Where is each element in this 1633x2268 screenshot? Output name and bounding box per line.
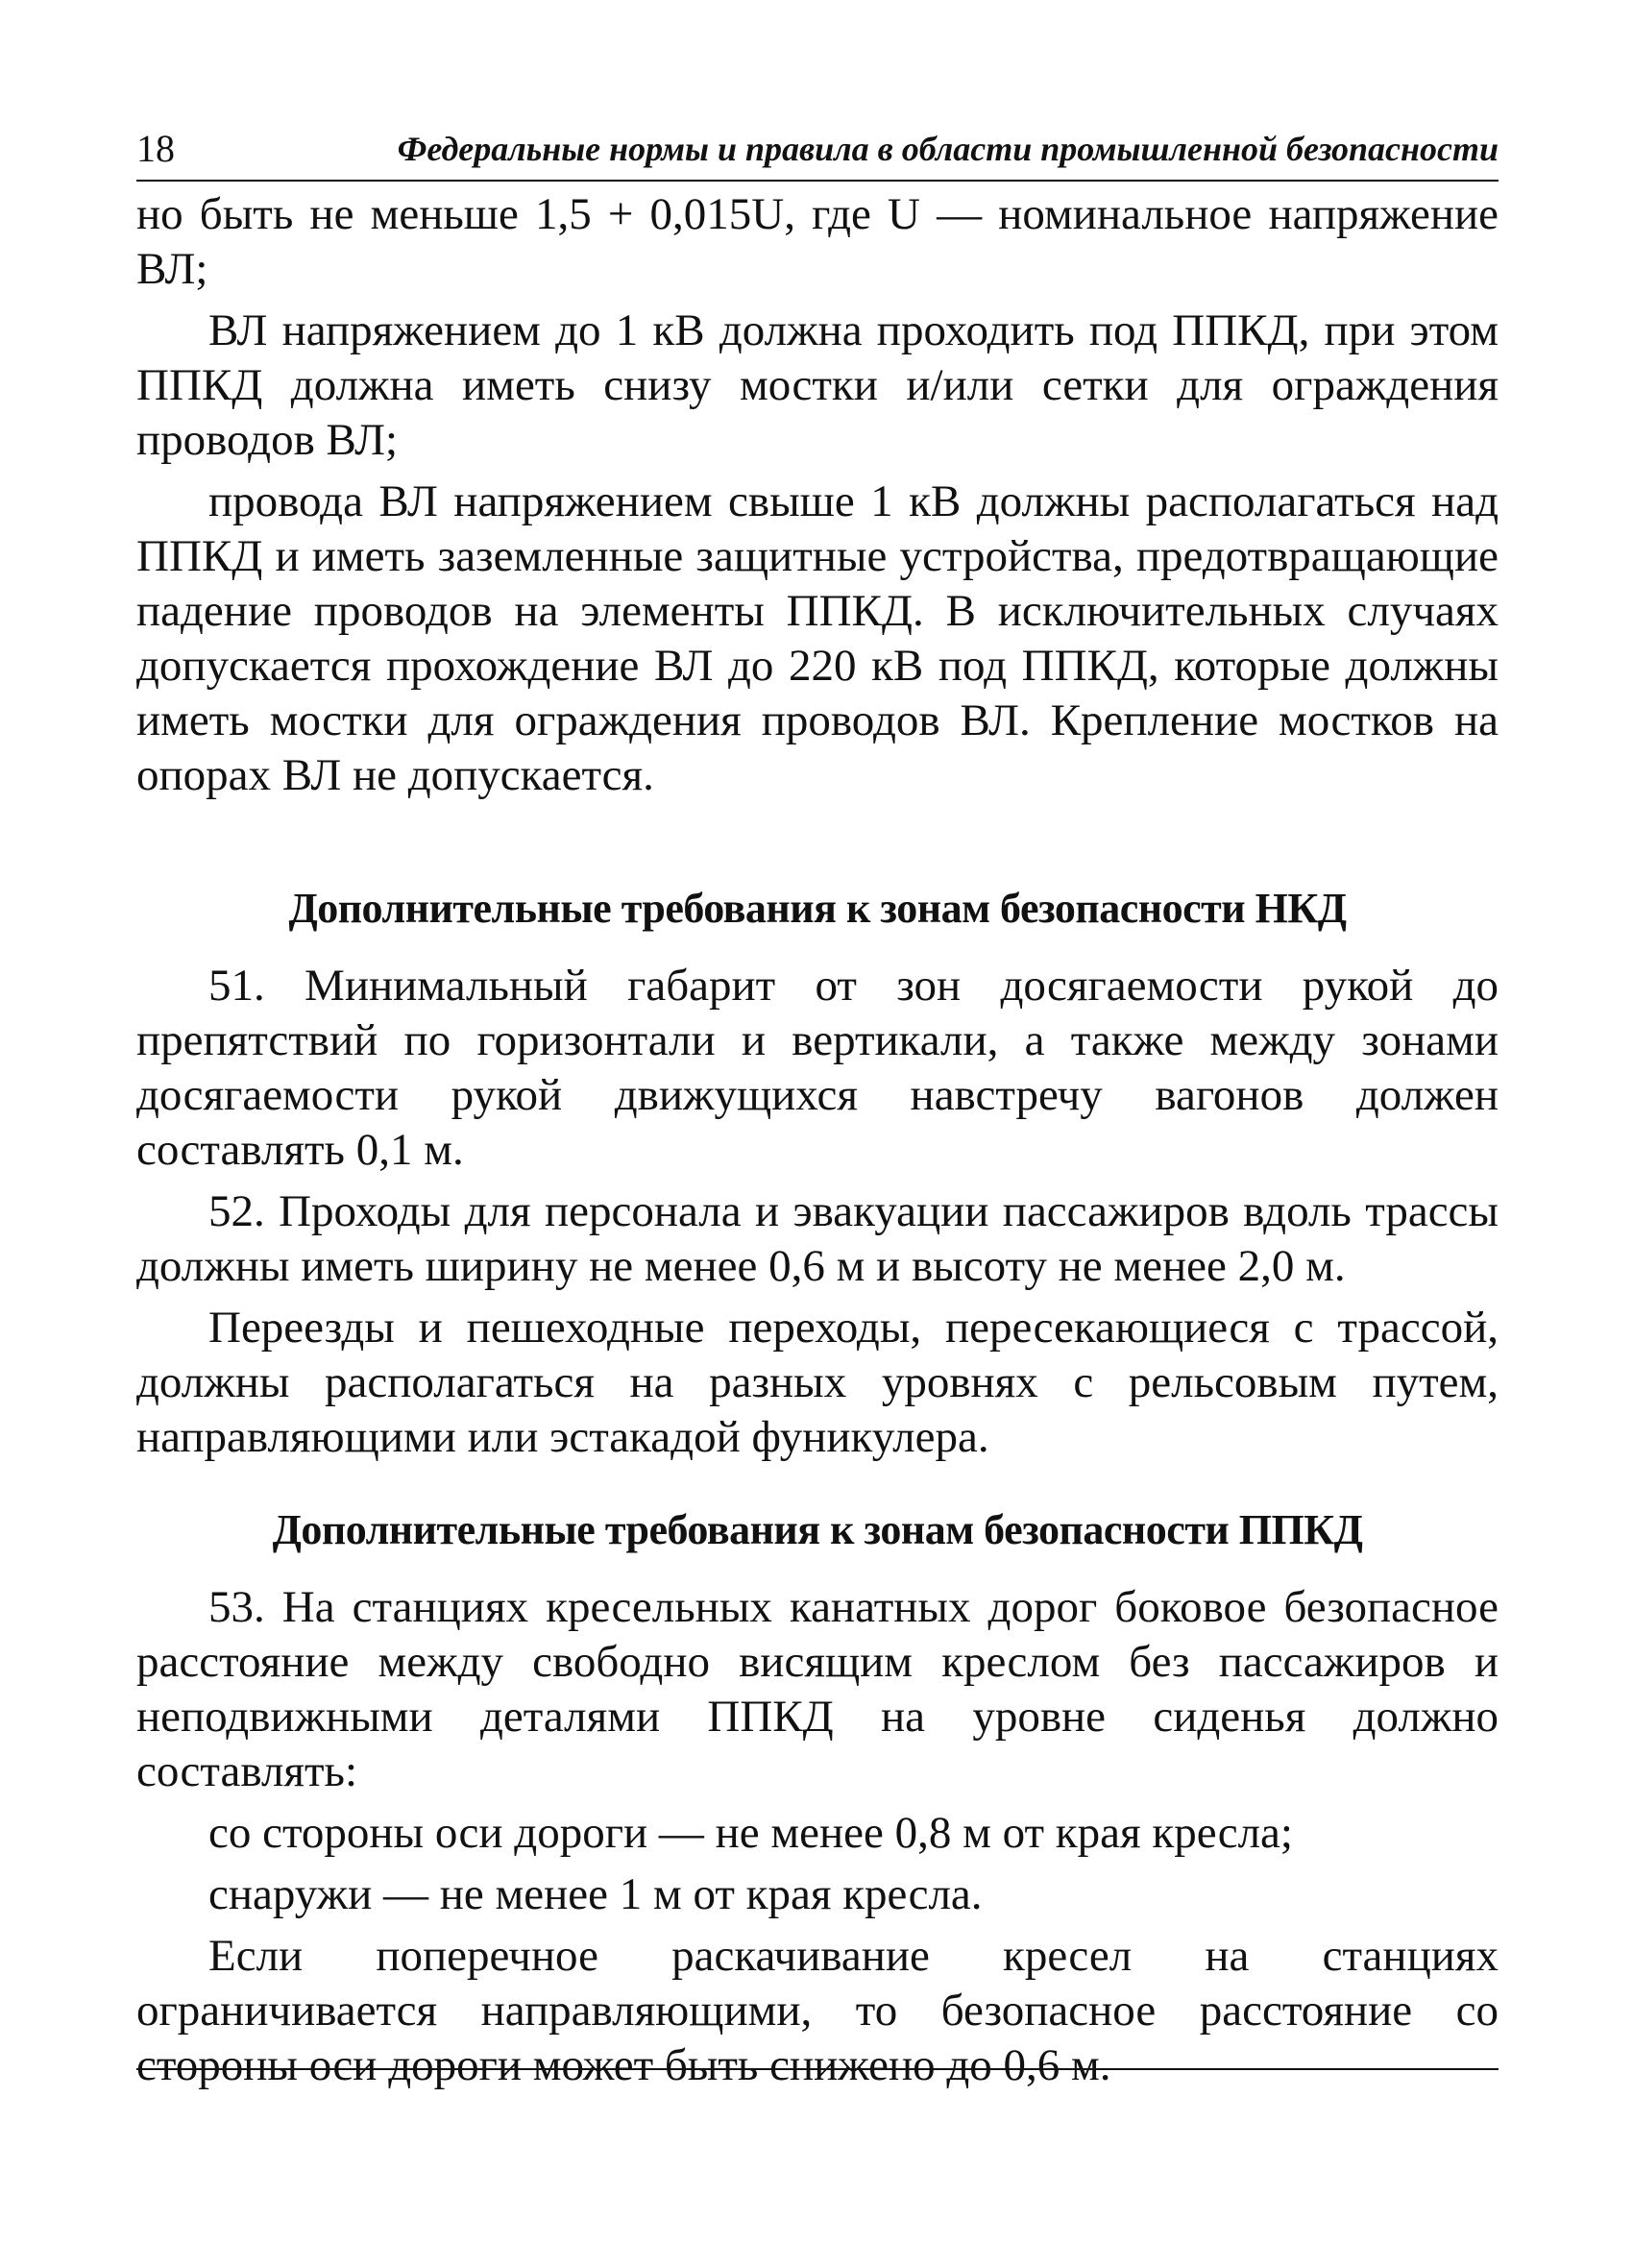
page-header <box>136 120 1499 182</box>
paragraph: Переезды и пешеходные переходы, пересекающиеся с трассой, должны располагаться на разных уровнях с рельсовым путем, направляющими или эстакадой фуникулера. <box>136 1303 1499 1462</box>
section-heading-nkd: Дополнительные требования к зонам безопасности НКД <box>288 885 1347 932</box>
paragraph: 51. Минимальный габарит от зон досягаемости рукой до препятствий по горизонтали и вертикали, а также между зонами досягаемости рукой движущихся навстречу вагонов должен составлять 0,1 м. <box>136 961 1499 1175</box>
paragraph: снаружи — не менее 1 м от края кресла. <box>208 1869 983 1919</box>
section-heading-ppkd: Дополнительные требования к зонам безопасности ППКД <box>272 1506 1363 1553</box>
paragraph: провода ВЛ напряжением свыше 1 кВ должны располагаться над ППКД и иметь заземленные защитные устройства, предотвращающие падение проводов на элементы ППКД. В исключительных случаях допускается прохождение ВЛ до 220 кВ под ППКД, которые должны иметь мостки для ограждения проводов ВЛ. Крепление мостков на опорах ВЛ не допускается. <box>136 476 1499 800</box>
paragraph: 53. На станциях кресельных канатных дорог боковое безопасное расстояние между свободно висящим креслом без пассажиров и неподвижными деталями ППКД на уровне сиденья должно составлять: <box>136 1582 1499 1796</box>
footer-rule <box>136 2068 1499 2070</box>
page-body <box>136 187 1499 2093</box>
paragraph: ВЛ напряжением до 1 кВ должна проходить под ППКД, при этом ППКД должна иметь снизу мостки и/или сетки для ограждения проводов ВЛ; <box>136 305 1499 465</box>
paragraph: со стороны оси дороги — не менее 0,8 м от края кресла; <box>208 1808 1293 1858</box>
paragraph: но быть не меньше 1,5 + 0,015U, где U — номинальное напряжение ВЛ; <box>136 189 1499 294</box>
page-number: 18 <box>136 127 175 170</box>
paragraph: Если поперечное раскачивание кресел на станциях ограничивается направляющими, то безопасное расстояние со стороны оси дороги может быть снижено до 0,6 м. <box>136 1931 1499 2090</box>
running-title: Федеральные нормы и правила в области промышленной безопасности <box>397 130 1499 168</box>
document-page <box>136 120 1499 2100</box>
paragraph: 52. Проходы для персонала и эвакуации пассажиров вдоль трассы должны иметь ширину не менее 0,6 м и высоту не менее 2,0 м. <box>136 1186 1499 1291</box>
